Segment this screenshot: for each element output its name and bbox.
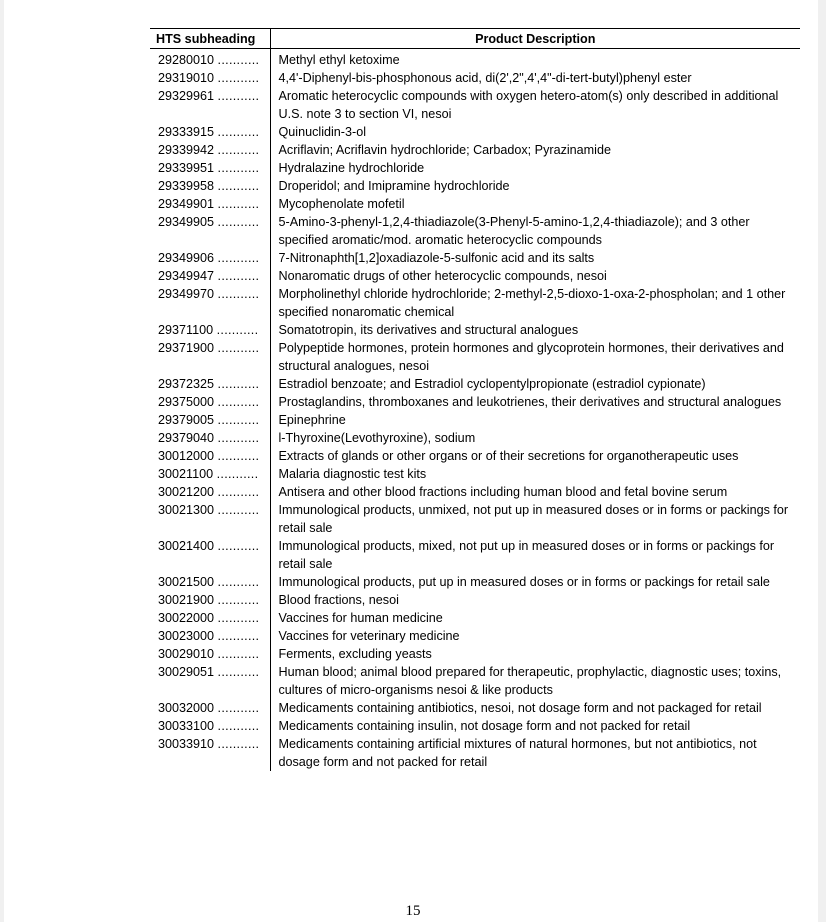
hts-code-cell — [150, 285, 270, 321]
product-description: Mycophenolate mofetil — [278, 197, 405, 211]
dot-leader: ........... — [217, 269, 260, 283]
hts-code: 30021300 — [158, 503, 215, 517]
hts-code-cell — [150, 213, 270, 249]
hts-code: 29349970 — [158, 287, 215, 301]
hts-code: 29349905 — [158, 215, 215, 229]
dot-leader: ........... — [217, 179, 260, 193]
dot-leader: ........... — [217, 737, 260, 751]
dot-leader: ........... — [217, 197, 260, 211]
dot-leader: ........... — [217, 71, 260, 85]
hts-code: 29280010 — [158, 53, 215, 67]
product-description: Human blood; animal blood prepared for therapeutic, prophylactic, diagnostic uses; toxins, cultures of micro-organisms nesoi & like products — [278, 665, 782, 697]
hts-code-cell — [150, 591, 270, 609]
dot-leader: ........... — [217, 431, 260, 445]
table-row — [150, 393, 800, 411]
hts-code-cell — [150, 411, 270, 429]
hts-code-cell — [150, 87, 270, 123]
hts-code: 30032000 — [158, 701, 215, 715]
hts-code: 29379040 — [158, 431, 215, 445]
product-description: Immunological products, unmixed, not put up in measured doses or in forms or packings for retail sale — [278, 503, 789, 535]
hts-table — [150, 28, 800, 771]
product-description: Ferments, excluding yeasts — [278, 647, 432, 661]
hts-code: 29333915 — [158, 125, 215, 139]
hts-code-cell — [150, 141, 270, 159]
table-row — [150, 213, 800, 249]
product-description: Methyl ethyl ketoxime — [278, 53, 400, 67]
hts-code: 29372325 — [158, 377, 215, 391]
table-row — [150, 159, 800, 177]
hts-code-cell — [150, 501, 270, 537]
table-row — [150, 195, 800, 213]
table-row — [150, 645, 800, 663]
hts-code: 30029010 — [158, 647, 215, 661]
hts-code: 29349906 — [158, 251, 215, 265]
dot-leader: ........... — [217, 395, 260, 409]
table-row — [150, 717, 800, 735]
hts-code: 30022000 — [158, 611, 215, 625]
hts-code: 29339958 — [158, 179, 215, 193]
hts-code: 30012000 — [158, 449, 215, 463]
product-description: Aromatic heterocyclic compounds with oxygen hetero-atom(s) only described in additional U.S. note 3 to section VI, nesoi — [278, 89, 779, 121]
table-header-row — [150, 29, 800, 49]
product-description: Polypeptide hormones, protein hormones and glycoprotein hormones, their derivatives and structural analogues, nesoi — [278, 341, 784, 373]
product-description: Immunological products, mixed, not put up in measured doses or in forms or packings for retail sale — [278, 539, 775, 571]
hts-code-cell — [150, 645, 270, 663]
document-page — [4, 0, 818, 922]
dot-leader: ........... — [216, 323, 259, 337]
table-row — [150, 663, 800, 699]
hts-code-cell — [150, 609, 270, 627]
table-row — [150, 447, 800, 465]
table-row — [150, 537, 800, 573]
product-description: Medicaments containing artificial mixtures of natural hormones, but not antibiotics, not dosage form and not packed for retail — [278, 737, 757, 769]
table-row — [150, 177, 800, 195]
hts-code: 29339942 — [158, 143, 215, 157]
hts-code: 29339951 — [158, 161, 215, 175]
dot-leader: ........... — [217, 503, 260, 517]
table-row — [150, 249, 800, 267]
dot-leader: ........... — [217, 413, 260, 427]
table-row — [150, 141, 800, 159]
table-row — [150, 735, 800, 771]
hts-code-cell — [150, 123, 270, 141]
product-description: Prostaglandins, thromboxanes and leukotrienes, their derivatives and structural analogues — [278, 395, 782, 409]
hts-code-cell — [150, 177, 270, 195]
hts-code: 29349947 — [158, 269, 215, 283]
dot-leader: ........... — [217, 89, 260, 103]
hts-code-cell — [150, 159, 270, 177]
table-body — [150, 49, 800, 772]
dot-leader: ........... — [217, 449, 260, 463]
dot-leader: ........... — [217, 161, 260, 175]
dot-leader: ........... — [216, 467, 259, 481]
hts-code-cell — [150, 267, 270, 285]
dot-leader: ........... — [217, 485, 260, 499]
product-description: Droperidol; and Imipramine hydrochloride — [278, 179, 510, 193]
dot-leader: ........... — [217, 377, 260, 391]
hts-code-cell — [150, 537, 270, 573]
hts-code: 29319010 — [158, 71, 215, 85]
hts-code-cell — [150, 573, 270, 591]
table-row — [150, 285, 800, 321]
table-row — [150, 375, 800, 393]
dot-leader: ........... — [217, 143, 260, 157]
product-description: Morpholinethyl chloride hydrochloride; 2-methyl-2,5-dioxo-1-oxa-2-phospholan; and 1 other specified nonaromatic chemical — [278, 287, 786, 319]
product-description: Nonaromatic drugs of other heterocyclic compounds, nesoi — [278, 269, 607, 283]
hts-code-cell — [150, 249, 270, 267]
hts-code-cell — [150, 735, 270, 771]
hts-code-cell — [150, 195, 270, 213]
hts-code: 29371100 — [158, 323, 214, 337]
dot-leader: ........... — [217, 701, 260, 715]
table-row — [150, 87, 800, 123]
hts-code-cell — [150, 321, 270, 339]
table-row — [150, 429, 800, 447]
dot-leader: ........... — [217, 665, 260, 679]
table-row — [150, 501, 800, 537]
dot-leader: ........... — [217, 125, 260, 139]
hts-code-cell — [150, 69, 270, 87]
product-description: Vaccines for veterinary medicine — [278, 629, 460, 643]
page-number: 15 — [405, 903, 421, 919]
product-description: Malaria diagnostic test kits — [278, 467, 427, 481]
table-row — [150, 609, 800, 627]
product-description: 7-Nitronaphth[1,2]oxadiazole-5-sulfonic acid and its salts — [278, 251, 595, 265]
product-description: 5-Amino-3-phenyl-1,2,4-thiadiazole(3-Phenyl-5-amino-1,2,4-thiadiazole); and 3 other specified aromatic/mod. aromatic heterocyclic compounds — [278, 215, 750, 247]
hts-code: 29379005 — [158, 413, 215, 427]
hts-code: 29349901 — [158, 197, 215, 211]
dot-leader: ........... — [217, 611, 260, 625]
product-description: l-Thyroxine(Levothyroxine), sodium — [278, 431, 476, 445]
dot-leader: ........... — [217, 287, 260, 301]
product-description: Antisera and other blood fractions including human blood and fetal bovine serum — [278, 485, 728, 499]
table-row — [150, 591, 800, 609]
product-description: Quinuclidin-3-ol — [278, 125, 366, 139]
hts-code: 30021100 — [158, 467, 214, 481]
table-row — [150, 627, 800, 645]
product-description: Epinephrine — [278, 413, 346, 427]
product-description: Hydralazine hydrochloride — [278, 161, 425, 175]
hts-code-cell — [150, 49, 270, 70]
table-row — [150, 699, 800, 717]
hts-code-cell — [150, 429, 270, 447]
hts-code-cell — [150, 393, 270, 411]
hts-code-cell — [150, 717, 270, 735]
hts-code: 30033100 — [158, 719, 215, 733]
product-description: Immunological products, put up in measured doses or in forms or packings for retail sale — [278, 575, 770, 589]
dot-leader: ........... — [217, 251, 260, 265]
table-row — [150, 339, 800, 375]
hts-code: 30021500 — [158, 575, 215, 589]
table-row — [150, 123, 800, 141]
dot-leader: ........... — [217, 647, 260, 661]
table-row — [150, 573, 800, 591]
table-row — [150, 49, 800, 70]
column-header-product-description: Product Description — [270, 29, 800, 49]
dot-leader: ........... — [217, 215, 260, 229]
dot-leader: ........... — [217, 719, 260, 733]
table-row — [150, 69, 800, 87]
hts-code: 30023000 — [158, 629, 215, 643]
table-row — [150, 321, 800, 339]
product-description: Vaccines for human medicine — [278, 611, 443, 625]
column-header-hts-subheading: HTS subheading — [150, 29, 270, 49]
product-description: Blood fractions, nesoi — [278, 593, 399, 607]
hts-code: 29329961 — [158, 89, 215, 103]
hts-code: 30021200 — [158, 485, 215, 499]
product-description: Acriflavin; Acriflavin hydrochloride; Carbadox; Pyrazinamide — [278, 143, 611, 157]
table-row — [150, 465, 800, 483]
dot-leader: ........... — [217, 629, 260, 643]
hts-code-cell — [150, 375, 270, 393]
hts-code-cell — [150, 663, 270, 699]
hts-code-cell — [150, 465, 270, 483]
dot-leader: ........... — [217, 539, 260, 553]
dot-leader: ........... — [217, 53, 260, 67]
dot-leader: ........... — [217, 575, 260, 589]
dot-leader: ........... — [217, 593, 260, 607]
dot-leader: ........... — [217, 341, 260, 355]
table-row — [150, 267, 800, 285]
hts-code: 30029051 — [158, 665, 215, 679]
product-description: Medicaments containing antibiotics, nesoi, not dosage form and not packaged for retail — [278, 701, 762, 715]
hts-code-cell — [150, 483, 270, 501]
product-description: Estradiol benzoate; and Estradiol cyclopentylpropionate (estradiol cypionate) — [278, 377, 706, 391]
product-description: Somatotropin, its derivatives and structural analogues — [278, 323, 579, 337]
table-row — [150, 411, 800, 429]
hts-code-cell — [150, 699, 270, 717]
product-description: Extracts of glands or other organs or of their secretions for organotherapeutic uses — [278, 449, 739, 463]
product-description: Medicaments containing insulin, not dosage form and not packed for retail — [278, 719, 691, 733]
hts-code-cell — [150, 627, 270, 645]
hts-code: 30033910 — [158, 737, 215, 751]
hts-code: 29375000 — [158, 395, 215, 409]
hts-code: 30021900 — [158, 593, 215, 607]
hts-code: 30021400 — [158, 539, 215, 553]
product-description: 4,4'-Diphenyl-bis-phosphonous acid, di(2',2",4',4"-di-tert-butyl)phenyl ester — [278, 71, 692, 85]
hts-code-cell — [150, 447, 270, 465]
hts-code-cell — [150, 339, 270, 375]
hts-code: 29371900 — [158, 341, 215, 355]
table-row — [150, 483, 800, 501]
